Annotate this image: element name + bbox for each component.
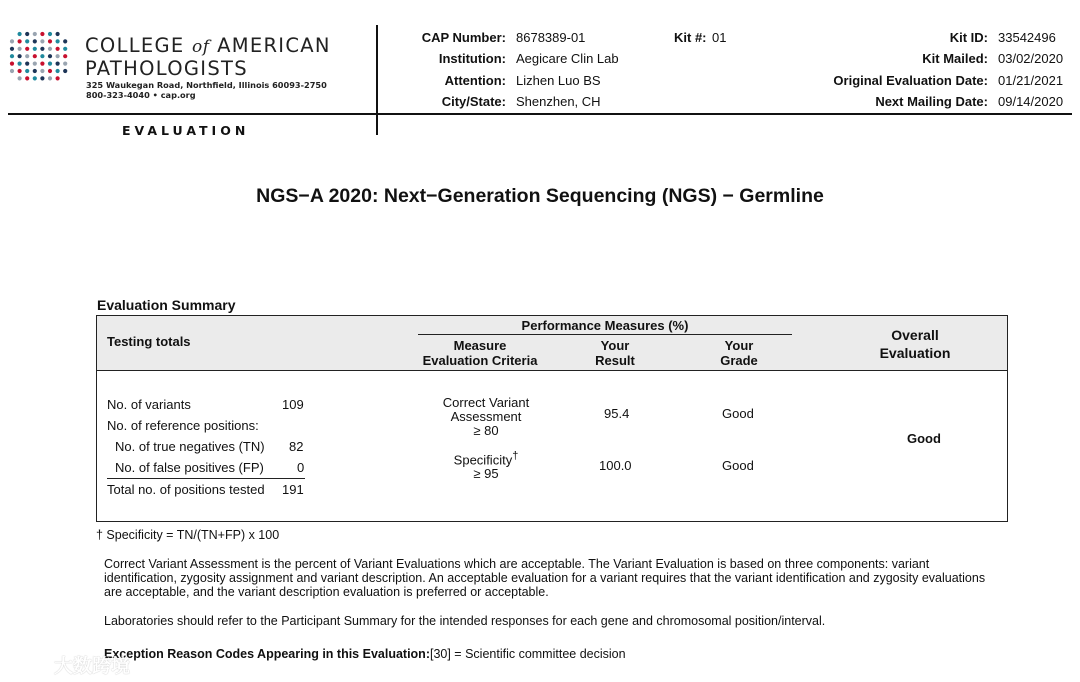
original-eval-date-value: 01/21/2021 — [998, 73, 1064, 88]
logo-dot — [40, 69, 44, 73]
org-contact: 800-323-4040 • cap.org — [86, 90, 196, 100]
col-result-line2: Result — [595, 353, 635, 368]
org-name-line2: PATHOLOGISTS — [85, 57, 248, 80]
org-name-college: COLLEGE — [85, 34, 185, 57]
logo-dot — [25, 47, 29, 51]
measure-specificity-criteria: ≥ 95 — [473, 466, 499, 482]
next-mailing-date-value: 09/14/2020 — [998, 94, 1064, 109]
fp-label: No. of false positives (FP) — [115, 460, 264, 475]
logo-dot — [33, 54, 37, 58]
logo-dot — [56, 62, 60, 66]
logo-dot — [10, 62, 14, 66]
cap-number-label: CAP Number: — [421, 30, 506, 45]
logo-dot — [56, 54, 60, 58]
logo-dot — [18, 39, 22, 43]
kit-id-label: Kit ID: — [949, 30, 988, 45]
logo-dot — [48, 54, 52, 58]
logo-dot — [40, 47, 44, 51]
cap-number-value: 8678389-01 — [516, 30, 586, 45]
variants-label: No. of variants — [107, 397, 191, 412]
col-overall-line1: Overall — [891, 327, 939, 343]
org-address: 325 Waukegan Road, Northfield, Illinois 60093-2750 — [86, 80, 327, 90]
logo-dot — [18, 32, 22, 36]
institution-value: Aegicare Clin Lab — [516, 51, 619, 66]
tn-value: 82 — [289, 439, 304, 454]
watermark — [8, 648, 148, 676]
measure-cva — [420, 396, 552, 438]
col-result-line1: Your — [600, 338, 630, 353]
logo-dot — [33, 32, 37, 36]
logo-dot — [40, 32, 44, 36]
totals-sum-line — [107, 478, 305, 479]
kit-number-value: 01 — [712, 30, 727, 45]
logo-dot — [10, 54, 14, 58]
logo-dot — [48, 69, 52, 73]
logo-dot — [25, 54, 29, 58]
logo-dot — [25, 39, 29, 43]
logo-dot — [18, 47, 22, 51]
grade-cva: Good — [722, 406, 754, 421]
logo-dot — [48, 76, 52, 80]
logo-dot — [25, 32, 29, 36]
city-state-label: City/State: — [441, 94, 506, 109]
watermark-logo-icon — [8, 650, 52, 674]
kit-mailed-value: 03/02/2020 — [998, 51, 1064, 66]
result-specificity: 100.0 — [599, 458, 632, 473]
performance-underline — [418, 334, 792, 335]
fp-value: 0 — [297, 460, 305, 475]
logo-dot — [25, 62, 29, 66]
page-title: NGS−A 2020: Next−Generation Sequencing (NGS) − Germline — [256, 185, 824, 207]
exception-codes-label: Exception Reason Codes Appearing in this Evaluation: — [104, 647, 430, 661]
logo-dot — [10, 69, 14, 73]
logo-dot — [40, 39, 44, 43]
result-cva: 95.4 — [604, 406, 630, 421]
header-divider-horizontal — [8, 113, 1072, 115]
exception-codes-value: [30] = Scientific committee decision — [429, 647, 626, 661]
measure-specificity-name: Specificity — [453, 452, 513, 468]
kit-number-label: Kit #: — [674, 30, 707, 45]
section-label: EVALUATION — [122, 123, 250, 138]
col-grade-line1: Your — [724, 338, 754, 353]
header-divider-vertical — [376, 25, 378, 135]
logo-dot — [33, 39, 37, 43]
org-name-american: AMERICAN — [217, 34, 331, 57]
measure-cva-criteria: ≥ 80 — [473, 423, 499, 438]
next-mailing-date-label: Next Mailing Date: — [875, 94, 988, 109]
institution-label: Institution: — [438, 51, 506, 66]
cap-logo-dots-icon — [8, 30, 70, 82]
logo-dot — [48, 32, 52, 36]
col-your-result — [575, 338, 655, 368]
col-measure-criteria — [410, 338, 550, 368]
col-overall-evaluation — [855, 326, 975, 362]
attention-label: Attention: — [444, 73, 506, 88]
total-positions-label: Total no. of positions tested — [107, 482, 265, 497]
logo-dot — [33, 62, 37, 66]
col-your-grade — [699, 338, 779, 368]
logo-dot — [18, 62, 22, 66]
logo-dot — [25, 76, 29, 80]
col-overall-line2: Evaluation — [879, 345, 951, 361]
logo-dot — [33, 69, 37, 73]
overall-evaluation-value: Good — [907, 431, 941, 446]
exception-codes — [104, 647, 1004, 661]
logo-dot — [33, 47, 37, 51]
city-state-value: Shenzhen, CH — [516, 94, 601, 109]
logo-dot — [33, 76, 37, 80]
logo-dot — [48, 62, 52, 66]
participant-summary-note: Laboratories should refer to the Participant Summary for the intended responses for each gene and chromosomal position/interval. — [104, 614, 826, 628]
total-positions-value: 191 — [282, 482, 304, 497]
logo-dot — [63, 39, 67, 43]
ref-positions-label: No. of reference positions: — [107, 418, 259, 433]
col-measure-line2: Evaluation Criteria — [422, 353, 538, 368]
logo-dot — [56, 76, 60, 80]
logo-dot — [63, 69, 67, 73]
logo-dot — [10, 47, 14, 51]
logo-dot — [18, 54, 22, 58]
org-name-of: of — [192, 37, 210, 57]
cva-description: Correct Variant Assessment is the percent of Variant Evaluations which are acceptable. The Variant Evaluation is based on three components: variant identification, zygosity assignment and variant description. An acceptable evaluation for a variant requires that the variant identification and zygosity evaluations are acceptable, and the variant description evaluation is preferred or acceptable. — [104, 557, 986, 599]
logo-dot — [25, 69, 29, 73]
logo-dot — [56, 39, 60, 43]
logo-dot — [56, 32, 60, 36]
logo-dot — [40, 62, 44, 66]
col-testing-totals: Testing totals — [107, 334, 191, 349]
variants-value: 109 — [282, 397, 304, 412]
logo-dot — [48, 47, 52, 51]
tn-label: No. of true negatives (TN) — [115, 439, 265, 454]
logo-dot — [40, 54, 44, 58]
logo-dot — [56, 47, 60, 51]
col-measure-line1: Measure — [453, 338, 507, 353]
logo-dot — [56, 69, 60, 73]
org-name-line1 — [85, 34, 331, 57]
kit-mailed-label: Kit Mailed: — [922, 51, 988, 66]
logo-dot — [18, 69, 22, 73]
col-grade-line2: Grade — [720, 353, 758, 368]
kit-id-value: 33542496 — [998, 30, 1056, 45]
watermark-text: 大数跨境 — [54, 655, 131, 677]
measure-cva-name-line2: Assessment — [450, 409, 522, 424]
summary-heading: Evaluation Summary — [97, 297, 236, 313]
measure-specificity — [420, 449, 552, 481]
logo-dot — [18, 76, 22, 80]
logo-dot — [48, 39, 52, 43]
original-eval-date-label: Original Evaluation Date: — [833, 73, 988, 88]
measure-cva-name-line1: Correct Variant — [442, 395, 530, 410]
logo-dot — [63, 54, 67, 58]
logo-dot — [63, 62, 67, 66]
logo-dot — [40, 76, 44, 80]
col-performance-measures: Performance Measures (%) — [521, 318, 689, 333]
logo-dot — [63, 47, 67, 51]
dagger-mark: † — [512, 450, 519, 462]
specificity-footnote: † Specificity = TN/(TN+FP) x 100 — [96, 528, 280, 542]
attention-value: Lizhen Luo BS — [516, 73, 601, 88]
logo-dot — [10, 39, 14, 43]
grade-specificity: Good — [722, 458, 754, 473]
